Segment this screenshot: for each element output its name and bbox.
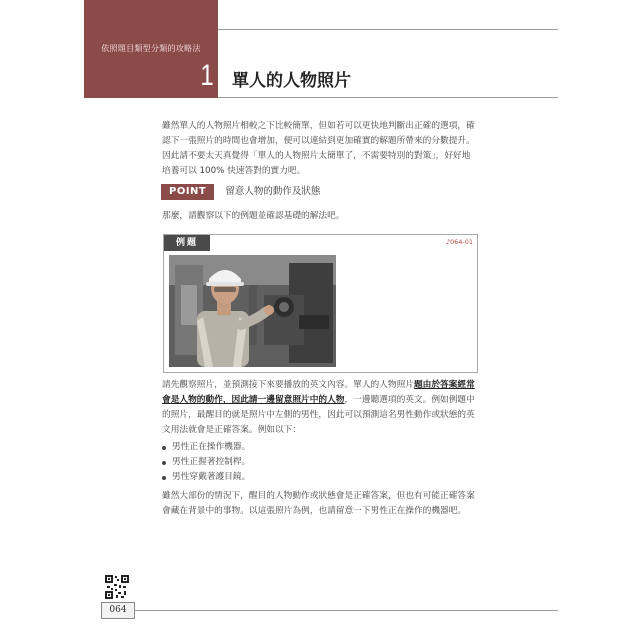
explanation-line — [162, 378, 512, 393]
intro-paragraph — [162, 119, 512, 179]
photo-illustration — [169, 255, 336, 367]
example-tag: 例題 — [164, 235, 210, 251]
list-item: 男性穿戴著護目鏡。 — [162, 470, 250, 485]
worker-operating-machine-photo — [169, 255, 336, 367]
explanation-line: 的照片，最醒目的就是照片中左側的男性，因此可以預測這名男性動作或狀態的英 — [162, 410, 475, 420]
lead-in-text: 那麼，請觀察以下的例題並確認基礎的解法吧。 — [162, 211, 345, 221]
example-answers-list — [162, 440, 250, 485]
intro-line: 認下一張照片的時間也會增加，便可以連結到更加確實的解題所帶來的分數提升。 — [162, 136, 475, 146]
chapter-title: 單人的人物照片 — [232, 71, 351, 91]
list-item: 男性正在操作機器。 — [162, 440, 250, 455]
closing-line: 會藏在背景中的事物。以這張照片為例，也請留意一下男性正在操作的機器吧。 — [162, 506, 467, 516]
page-number: 064 — [101, 602, 135, 619]
explanation-text: 請先觀察照片，並預測接下來要播放的英文內容。單人的人物照片 — [162, 380, 414, 390]
point-badge: POINT — [161, 184, 214, 200]
footer-rule — [134, 610, 558, 611]
emphasis-text: 會是人物的動作，因此請一邊留意照片中的人物 — [162, 395, 345, 405]
chapter-number: 1 — [200, 59, 214, 92]
explanation-line — [162, 393, 512, 408]
example-box — [163, 234, 478, 373]
list-item: 男性正握著控制桿。 — [162, 455, 250, 470]
emphasis-text: 題由於答案經常 — [413, 380, 475, 390]
closing-line: 雖然大部份的情況下，醒目的人物動作或狀態會是正確答案，但也有可能正確答案 — [162, 491, 475, 501]
intro-line: 培養可以 100% 快速答對的實力吧。 — [162, 166, 306, 176]
point-heading — [161, 184, 320, 200]
qr-code-icon[interactable] — [105, 575, 129, 599]
title-underline-rule — [218, 97, 558, 98]
intro-line: 雖然單人的人物照片相較之下比較簡單，但如若可以更快地判斷出正確的選項，確 — [162, 121, 475, 131]
explanation-paragraph — [162, 378, 512, 438]
audio-track-code: ♪064-01 — [445, 238, 473, 246]
section-label: 依照題目類型分類的攻略法 — [101, 44, 201, 53]
point-text: 留意人物的動作及狀態 — [225, 186, 321, 197]
explanation-line: 文用法就會是正確答案。例如以下： — [162, 425, 301, 435]
intro-line: 因此請不要太天真覺得「單人的人物照片太簡單了，不需要特別的對策」，好好地 — [162, 151, 471, 161]
header-top-rule — [218, 29, 558, 30]
explanation-text: ，一邊聽選項的英文。例如例題中 — [344, 395, 475, 405]
closing-paragraph — [162, 489, 512, 519]
